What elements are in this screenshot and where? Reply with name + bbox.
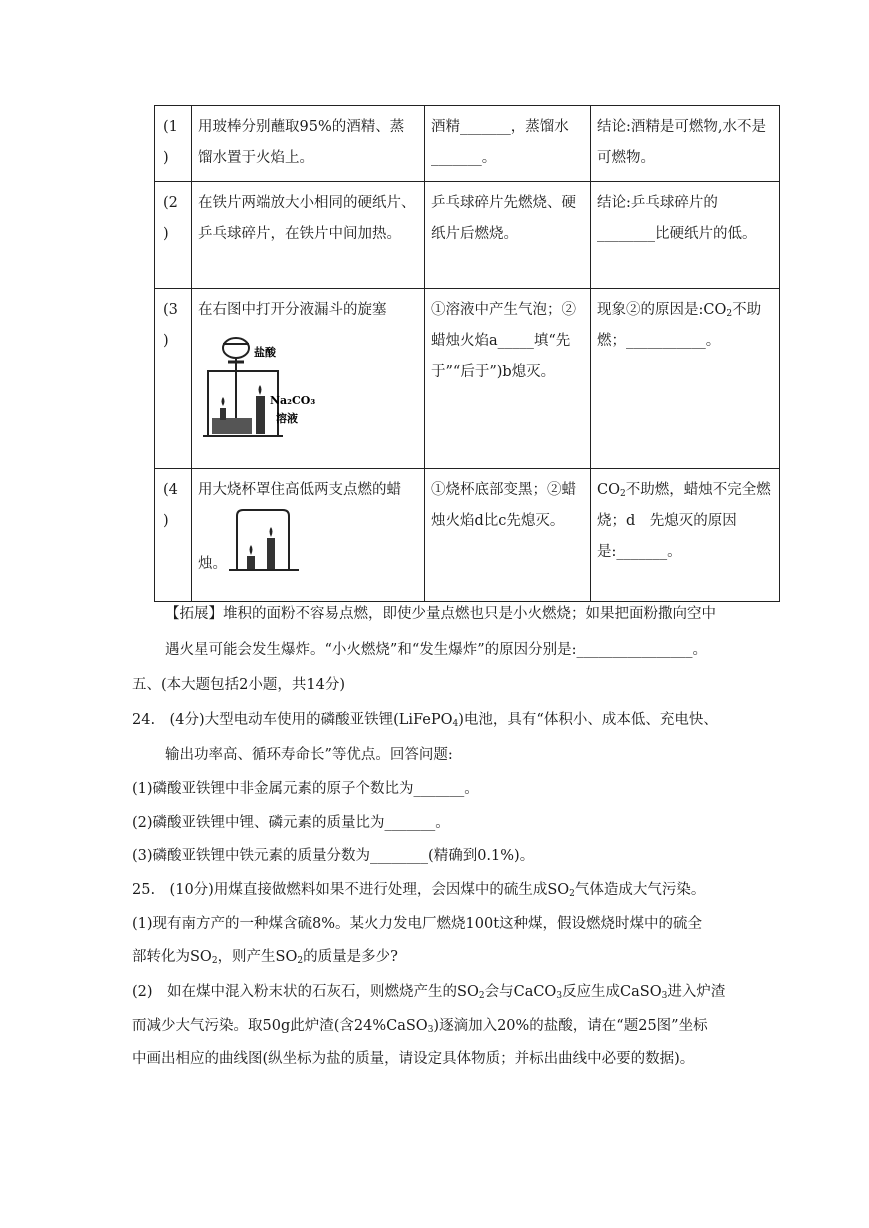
operation-text: 在右图中打开分液漏斗的旋塞: [198, 302, 387, 318]
operation-cell: 用玻棒分别蘸取95%的酒精、蒸馏水置于火焰上。: [192, 106, 425, 182]
row-number: (4 ): [155, 469, 192, 602]
experiment-table: [154, 105, 780, 602]
operation-cell: [192, 289, 425, 469]
q25-part-2-line-1: (2) 如在煤中混入粉末状的石灰石，则燃烧产生的$SO_2$会与CaCO$_3$反应生成CaSO$_3$进入炉渣: [132, 984, 726, 1001]
q25-part-2-line-2: 而减少大气污染。取50g此炉渣(含24%CaSO$_3$)逐滴加入20%的盐酸，请在“题25图”坐标: [132, 1018, 708, 1035]
phenomenon-cell: ①烧杯底部变黑；②蜡烛火焰d比c先熄灭。: [425, 469, 591, 602]
fig-label-solution: 溶液: [276, 412, 298, 425]
beaker-candles-figure: [227, 506, 307, 574]
conclusion-cell: 现象②的原因是$:CO_2$不助燃；___________。: [591, 289, 780, 469]
operation-text: 用大烧杯罩住高低两支点燃的蜡: [198, 482, 401, 498]
row-number: (3 ): [155, 289, 192, 469]
operation-cell: [192, 469, 425, 602]
row-number: (2 ): [155, 182, 192, 289]
table-row: [155, 182, 780, 289]
q25-part-2-line-3: 中画出相应的曲线图(纵坐标为盐的质量，请设定具体物质；并标出曲线中必要的数据)。: [132, 1051, 695, 1067]
table-row: [155, 289, 780, 469]
q25-part-1-line-2: 部转化为$SO_2$，则产生$SO_2$的质量是多少?: [132, 949, 398, 966]
operation-cell: 在铁片两端放大小相同的硬纸片、乒乓球碎片，在铁片中间加热。: [192, 182, 425, 289]
extend-line-1: 【拓展】堆积的面粉不容易点燃，即使少量点燃也只是小火燃烧；如果把面粉撒向空中: [165, 606, 716, 622]
q25-line-1: 25. (10分)用煤直接做燃料如果不进行处理，会因煤中的硫生成$SO_2$气体造成大气污染。: [132, 882, 706, 899]
q24-part-1: (1)磷酸亚铁锂中非金属元素的原子个数比为_______。: [132, 781, 479, 797]
phenomenon-cell: ①溶液中产生气泡；②蜡烛火焰a_____填“先于”“后于”)b熄灭。: [425, 289, 591, 469]
phenomenon-cell: 酒精_______，蒸馏水_______。: [425, 106, 591, 182]
conclusion-cell: 结论:酒精是可燃物,水不是可燃物。: [591, 106, 780, 182]
phenomenon-cell: 乒乓球碎片先燃烧、硬纸片后燃烧。: [425, 182, 591, 289]
fig-label-acid: 盐酸: [254, 346, 276, 359]
extend-line-2: 遇火星可能会发生爆炸。“小火燃烧”和“发生爆炸”的原因分别是:________________。: [165, 642, 708, 658]
section-5-heading: 五、(本大题包括2小题，共14分): [132, 677, 345, 693]
conclusion-cell: 结论:乒乓球碎片的________比硬纸片的低。: [591, 182, 780, 289]
q24-part-3: (3)磷酸亚铁锂中铁元素的质量分数为________(精确到0.1%)。: [132, 848, 535, 864]
fig-label-na2co3: Na₂CO₃: [270, 394, 316, 407]
separatory-funnel-apparatus-figure: [198, 326, 328, 446]
q24-line-1: 24. (4分)大型电动车使用的磷酸亚铁锂(LiFePO$_4$)电池，具有“体积小、成本低、充电快、: [132, 712, 718, 729]
q24-part-2: (2)磷酸亚铁锂中锂、磷元素的质量比为_______。: [132, 815, 450, 831]
table-row: [155, 469, 780, 602]
operation-text-end: 烛。: [198, 556, 227, 572]
conclusion-cell: $CO_2$不助燃，蜡烛不完全燃烧；d 先熄灭的原因是:_______。: [591, 469, 780, 602]
q24-line-2: 输出功率高、循环寿命长”等优点。回答问题:: [165, 747, 453, 763]
table-row: [155, 106, 780, 182]
q25-part-1-line-1: (1)现有南方产的一种煤含硫8%。某火力发电厂燃烧100t这种煤，假设燃烧时煤中的硫全: [132, 916, 703, 932]
row-number: (1 ): [155, 106, 192, 182]
